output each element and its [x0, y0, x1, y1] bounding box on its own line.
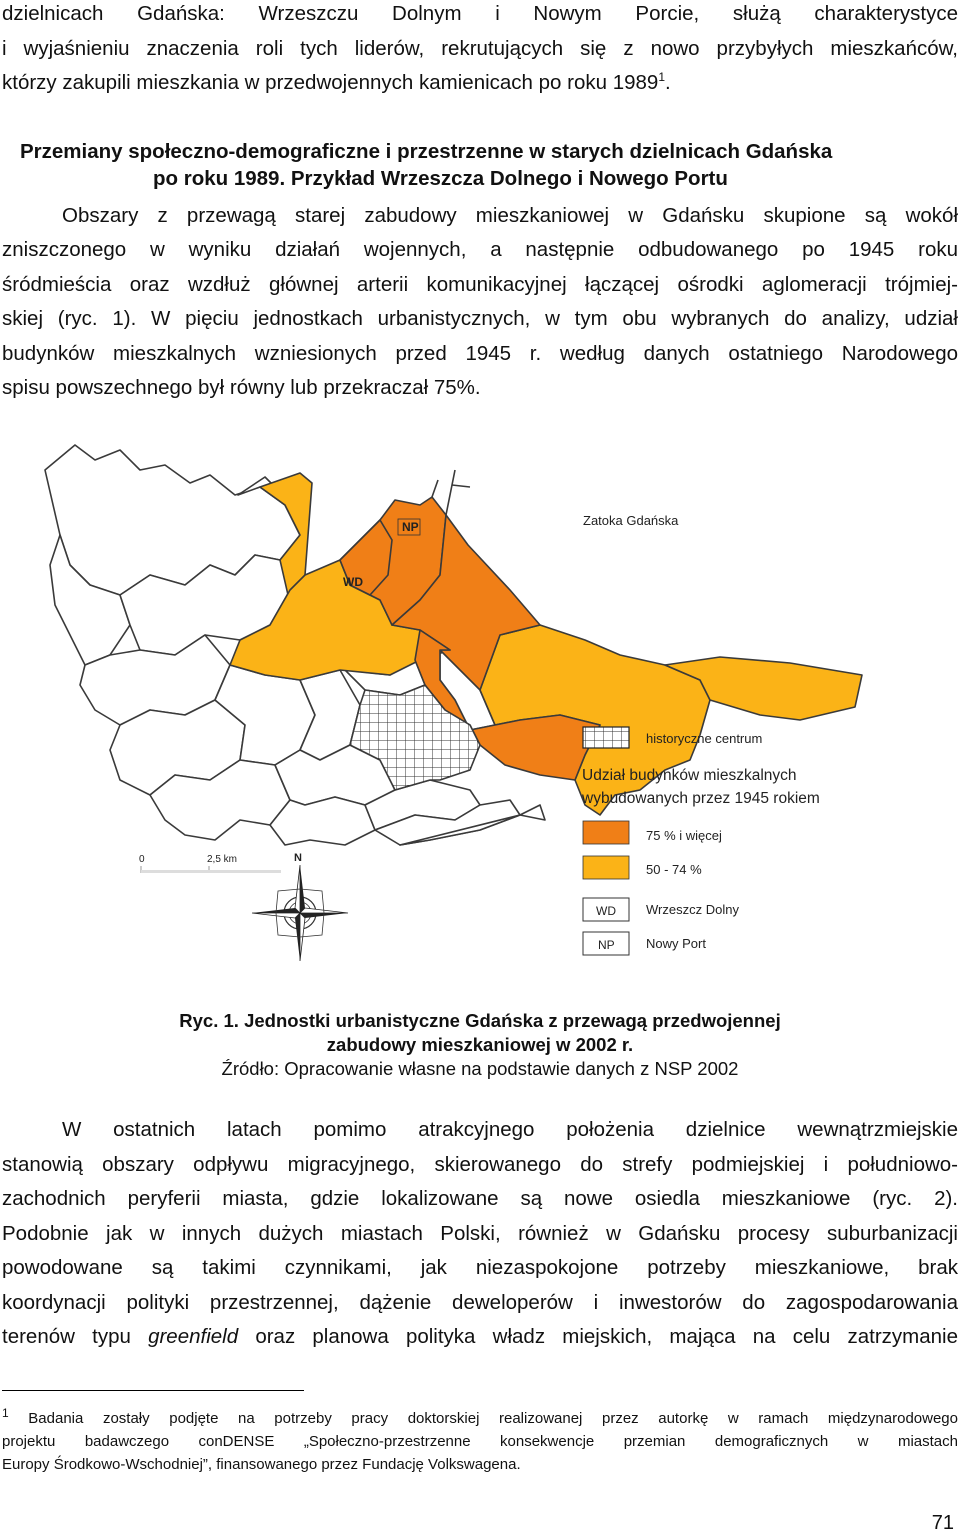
text-segment: terenów typu — [2, 1325, 131, 1348]
section-heading: Przemiany społeczno-demograficzne i przestrzenne w starych dzielnicach Gdańska — [20, 140, 833, 163]
legend-high-label: 75 % i więcej — [646, 828, 722, 843]
figure-source: Źródło: Opracowanie własne na podstawie danych z NSP 2002 — [221, 1058, 739, 1079]
legend-np-code: NP — [598, 938, 615, 952]
north-label: N — [294, 852, 302, 864]
paragraph-line: zachodnich peryferii miasta, gdzie lokalizowane są nowe osiedla mieszkaniowe (ryc. 2). — [2, 1187, 958, 1210]
figure-caption: Ryc. 1. Jednostki urbanistyczne Gdańska z przewagą przedwojennej — [179, 1010, 781, 1031]
footnote-number: 1 — [2, 1406, 9, 1420]
map-unit-mid-east — [480, 625, 710, 815]
scale-km: 2,5 km — [207, 854, 238, 865]
legend-wd-code: WD — [596, 904, 616, 918]
intro-period: . — [665, 71, 671, 94]
text-segment: oraz planowa polityka władz miejskich, mająca na celu zatrzymanie — [255, 1325, 959, 1348]
page-number: 71 — [931, 1512, 954, 1534]
footnote-line: projektu badawczego conDENSE „Społeczno-przestrzenne konsekwencje przemian demograficznych w miastach — [2, 1433, 958, 1450]
paragraph-line-last: spisu powszechnego był równy lub przekraczał 75%. — [2, 376, 481, 399]
np-map-label: NP — [402, 520, 419, 534]
paragraph-line: skiej (ryc. 1). W pięciu jednostkach urbanistycznych, w tym obu wybranych do analizy, udział — [2, 307, 958, 330]
bay-label: Zatoka Gdańska — [583, 513, 679, 528]
footnote-line — [2, 1406, 958, 1429]
emphasis-greenfield: greenfield — [148, 1325, 239, 1348]
intro-line-last — [2, 69, 958, 97]
paragraph-line: budynków mieszkalnych wzniesionych przed 1945 r. według danych ostatniego Narodowego — [2, 342, 958, 365]
figure-caption-cont: zabudowy mieszkaniowej w 2002 r. — [326, 1034, 634, 1055]
legend-title-line1: Udział budynków mieszkalnych — [582, 767, 797, 784]
np-map-label-box — [398, 519, 420, 535]
scale-zero: 0 — [139, 854, 145, 865]
legend-np-name: Nowy Port — [646, 936, 706, 951]
compass-rose-icon — [252, 852, 348, 961]
paragraph-line: stanowią obszary odpływu migracyjnego, skierowanego do strefy podmiejskiej i południowo- — [2, 1153, 958, 1176]
legend-title-line2: wybudowanych przez 1945 rokiem — [582, 790, 820, 807]
legend-high-swatch — [583, 821, 629, 844]
map-unit-outline — [270, 797, 375, 845]
intro-text: którzy zakupili mieszkania w przedwojennych kamienicach po roku 1989 — [2, 71, 659, 94]
footnote-line-last: Europy Środkowo-Wschodniej”, finansowanego przez Fundację Volkswagena. — [2, 1456, 521, 1473]
footnote-text: Badania zostały podjęte na potrzeby pracy doktorskiej realizowanej przez autorkę w ramach międzynarodowego — [28, 1410, 958, 1427]
paragraph-line: śródmieścia oraz wzdłuż głównej arterii komunikacyjnej łączącej ośrodki aglomeracji trójmiej- — [2, 273, 958, 296]
section-heading-cont: po roku 1989. Przykład Wrzeszcza Dolnego i Nowego Portu — [153, 167, 728, 190]
legend-mid-label: 50 - 74 % — [646, 862, 702, 877]
paragraph-line: Obszary z przewagą starej zabudowy mieszkaniowej w Gdańsku skupione są wokół — [62, 204, 958, 227]
footnote-ref[interactable]: 1 — [658, 70, 666, 85]
scale-bar — [139, 854, 281, 873]
intro-line: dzielnicach Gdańska: Wrzeszczu Dolnym i Nowym Porcie, służą charakterystyce — [2, 2, 958, 25]
paragraph-line: zniszczonego w wyniku działań wojennych, a następnie odbudowanego po 1945 roku — [2, 238, 958, 261]
wd-map-label: WD — [343, 575, 363, 589]
paragraph-line: Podobnie jak w innych dużych miastach Polski, również w Gdańsku procesy suburbanizacji — [2, 1222, 958, 1245]
footnote-divider — [2, 1390, 304, 1391]
paragraph-line: koordynacji polityki przestrzennej, dążenie deweloperów i inwestorów do zagospodarowania — [2, 1291, 958, 1314]
legend-mid-swatch — [583, 856, 629, 879]
urban-units-map — [0, 425, 960, 1010]
paragraph-line — [2, 1323, 958, 1351]
intro-line: i wyjaśnieniu znaczenia roli tych liderów, rekrutujących się z nowo przybyłych mieszkańców, — [2, 37, 958, 60]
legend-grid-swatch — [583, 727, 629, 748]
legend-historic-label: historyczne centrum — [646, 731, 763, 746]
paragraph-line: W ostatnich latach pomimo atrakcyjnego położenia dzielnice wewnątrzmiejskie — [62, 1118, 958, 1141]
legend-wd-name: Wrzeszcz Dolny — [646, 902, 739, 917]
paragraph-line: powodowane są takimi czynnikami, jak niezaspokojone potrzeby mieszkaniowe, brak — [2, 1256, 958, 1279]
